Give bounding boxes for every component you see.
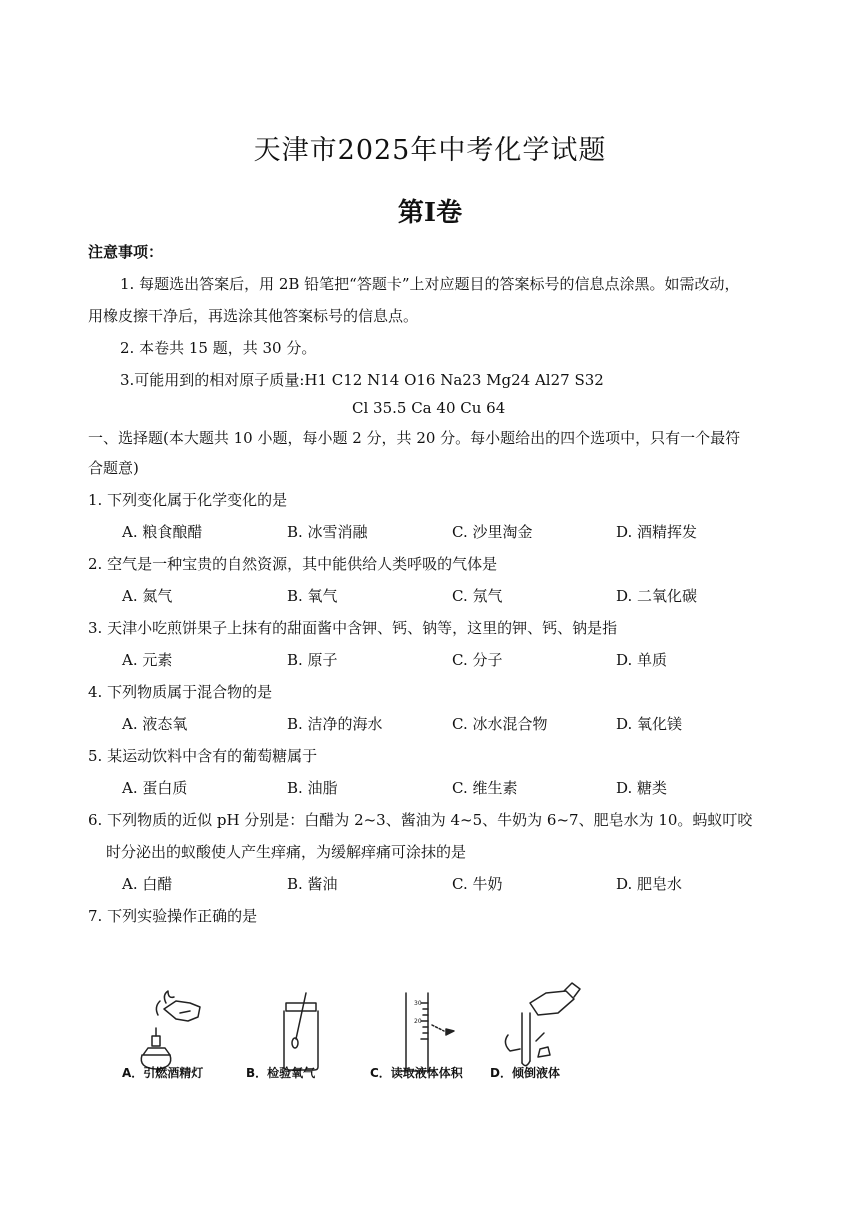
notice-item-3: 3.可能用到的相对原子质量:H1 C12 N14 O16 Na23 Mg24 Al27 S32 bbox=[120, 371, 604, 389]
question-1-option-c[interactable]: C. 沙里淘金 bbox=[452, 523, 533, 541]
figure-label-d: D．倾倒液体 bbox=[490, 1066, 560, 1080]
question-4-option-b[interactable]: B. 洁净的海水 bbox=[287, 715, 383, 733]
question-1-option-d[interactable]: D. 酒精挥发 bbox=[616, 523, 698, 541]
notice-item-1: 1. 每题选出答案后，用 2B 铅笔把“答题卡”上对应题目的答案标号的信息点涂黑。如需改动， bbox=[120, 275, 740, 293]
question-4-option-c[interactable]: C. 冰水混合物 bbox=[452, 715, 548, 733]
cylinder-tick-30: 30 bbox=[414, 1000, 422, 1007]
page-subtitle: 第Ⅰ卷 bbox=[397, 198, 463, 228]
question-4-option-a[interactable]: A. 液态氧 bbox=[122, 715, 188, 733]
question-6-stem-cont: 时分泌出的蚁酸使人产生痒痛，为缓解痒痛可涂抹的是 bbox=[106, 843, 467, 861]
question-4-option-d[interactable]: D. 氧化镁 bbox=[616, 715, 683, 733]
question-2-option-a[interactable]: A. 氮气 bbox=[122, 587, 173, 605]
question-3-stem: 3. 天津小吃煎饼果子上抹有的甜面酱中含钾、钙、钠等，这里的钾、钙、钠是指 bbox=[88, 619, 618, 637]
question-3-option-b[interactable]: B. 原子 bbox=[287, 651, 338, 669]
alcohol-lamp-drawing bbox=[141, 991, 200, 1069]
question-2-option-b[interactable]: B. 氧气 bbox=[287, 587, 338, 605]
figure-label-b: B．检验氧气 bbox=[246, 1066, 316, 1080]
question-2-option-d[interactable]: D. 二氧化碳 bbox=[616, 587, 698, 605]
notice-heading: 注意事项： bbox=[88, 243, 164, 261]
figure-label-a: A．引燃酒精灯 bbox=[122, 1066, 204, 1080]
pouring-liquid-drawing bbox=[505, 983, 580, 1066]
notice-item-2: 2. 本卷共 15 题，共 30 分。 bbox=[120, 339, 317, 357]
question-5-option-b[interactable]: B. 油脂 bbox=[287, 779, 338, 797]
question-3-option-d[interactable]: D. 单质 bbox=[616, 651, 668, 669]
question-3-option-c[interactable]: C. 分子 bbox=[452, 651, 503, 669]
question-4-stem: 4. 下列物质属于混合物的是 bbox=[88, 683, 273, 701]
question-5-option-c[interactable]: C. 维生素 bbox=[452, 779, 518, 797]
gas-jar-drawing bbox=[284, 993, 318, 1070]
page-title: 天津市2025年中考化学试题 bbox=[253, 135, 607, 166]
question-2-option-c[interactable]: C. 氖气 bbox=[452, 587, 503, 605]
question-1-stem: 1. 下列变化属于化学变化的是 bbox=[88, 491, 288, 509]
question-6-option-b[interactable]: B. 酱油 bbox=[287, 875, 338, 893]
section-heading-cont: 合题意) bbox=[88, 459, 139, 477]
cylinder-tick-20: 20 bbox=[414, 1018, 422, 1025]
section-heading: 一、选择题(本大题共 10 小题，每小题 2 分，共 20 分。每小题给出的四个选项中，只有一个最符 bbox=[88, 429, 741, 447]
figure-label-c: C．读取液体体积 bbox=[370, 1066, 463, 1080]
question-5-stem: 5. 某运动饮料中含有的葡萄糖属于 bbox=[88, 747, 318, 765]
question-6-stem: 6. 下列物质的近似 pH 分别是：白醋为 2~3、酱油为 4~5、牛奶为 6~7、肥皂水为 10。蚂蚁叮咬 bbox=[88, 811, 753, 829]
question-1-option-a[interactable]: A. 粮食酿醋 bbox=[122, 523, 203, 541]
notice-item-1-cont: 用橡皮擦干净后，再选涂其他答案标号的信息点。 bbox=[88, 307, 419, 325]
question-3-option-a[interactable]: A. 元素 bbox=[122, 651, 173, 669]
question-5-option-d[interactable]: D. 糖类 bbox=[616, 779, 668, 797]
question-2-stem: 2. 空气是一种宝贵的自然资源，其中能供给人类呼吸的气体是 bbox=[88, 555, 498, 573]
question-6-option-a[interactable]: A. 白醋 bbox=[122, 875, 173, 893]
question-1-option-b[interactable]: B. 冰雪消融 bbox=[287, 523, 368, 541]
question-6-option-d[interactable]: D. 肥皂水 bbox=[616, 875, 683, 893]
notice-item-3-cont: Cl 35.5 Ca 40 Cu 64 bbox=[352, 399, 506, 417]
question-6-option-c[interactable]: C. 牛奶 bbox=[452, 875, 503, 893]
graduated-cylinder-drawing bbox=[402, 993, 454, 1071]
question-5-option-a[interactable]: A. 蛋白质 bbox=[122, 779, 188, 797]
question-7-stem: 7. 下列实验操作正确的是 bbox=[88, 907, 258, 925]
